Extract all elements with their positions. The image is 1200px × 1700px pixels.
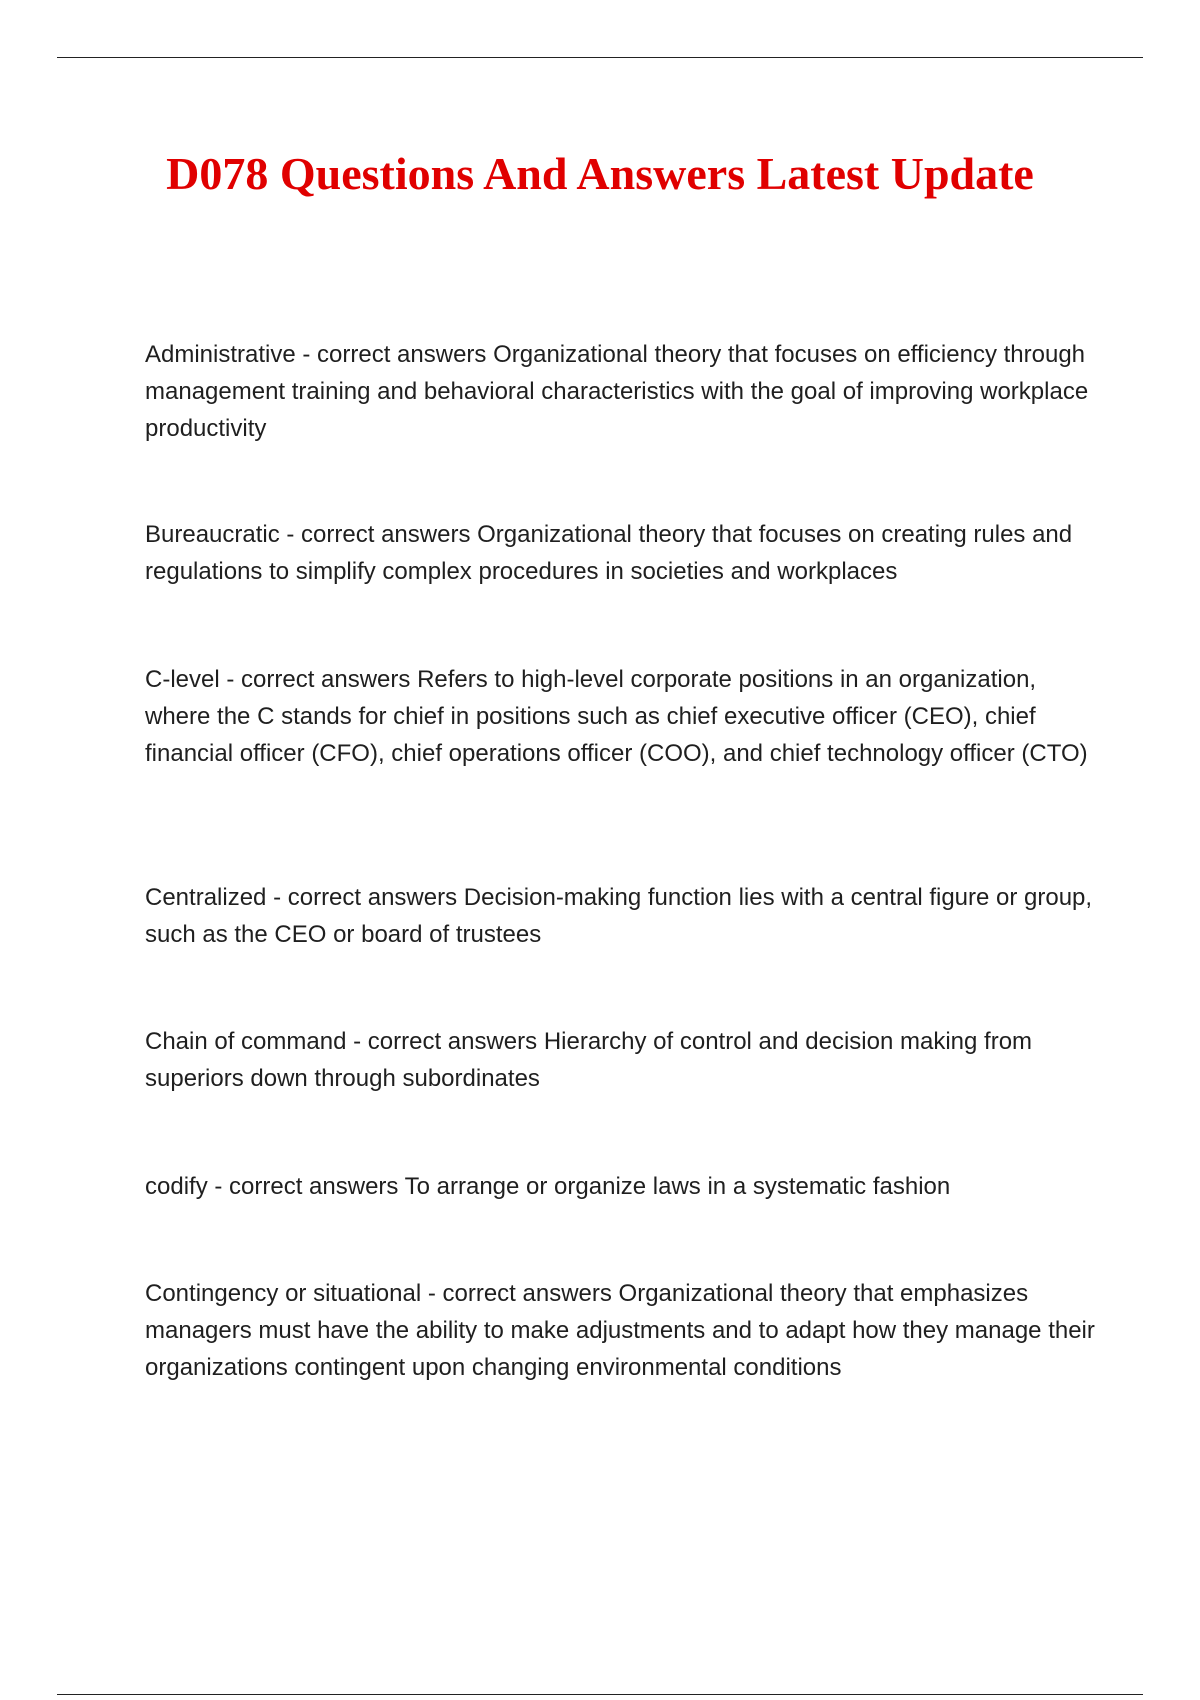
qa-entry-codify: codify - correct answers To arrange or organize laws in a systematic fashion — [145, 1173, 951, 1200]
qa-entry-centralized: Centralized - correct answers Decision-making function lies with a central figure or group, such as the CEO or board of trustees — [145, 884, 1093, 948]
page-title: D078 Questions And Answers Latest Update — [166, 148, 1034, 199]
qa-entry-chain-of-command: Chain of command - correct answers Hierarchy of control and decision making from superiors down through subordinates — [145, 1028, 1033, 1092]
qa-entry-bureaucratic: Bureaucratic - correct answers Organizational theory that focuses on creating rules and regulations to simplify complex procedures in societies and workplaces — [145, 521, 1073, 585]
bottom-rule — [57, 1694, 1143, 1695]
qa-entry-administrative: Administrative - correct answers Organizational theory that focuses on efficiency through management training and behavioral characteristics with the goal of improving workplace productivity — [145, 341, 1089, 442]
qa-entry-c-level: C-level - correct answers Refers to high-level corporate positions in an organization, where the C stands for chief in positions such as chief executive officer (CEO), chief financial officer (CFO), chief operations officer (COO), and chief technology officer (CTO) — [145, 666, 1088, 767]
qa-entry-contingency: Contingency or situational - correct answers Organizational theory that emphasizes managers must have the ability to make adjustments and to adapt how they manage their organizations contingent upon changing environmental conditions — [145, 1280, 1095, 1381]
top-rule — [57, 57, 1143, 58]
